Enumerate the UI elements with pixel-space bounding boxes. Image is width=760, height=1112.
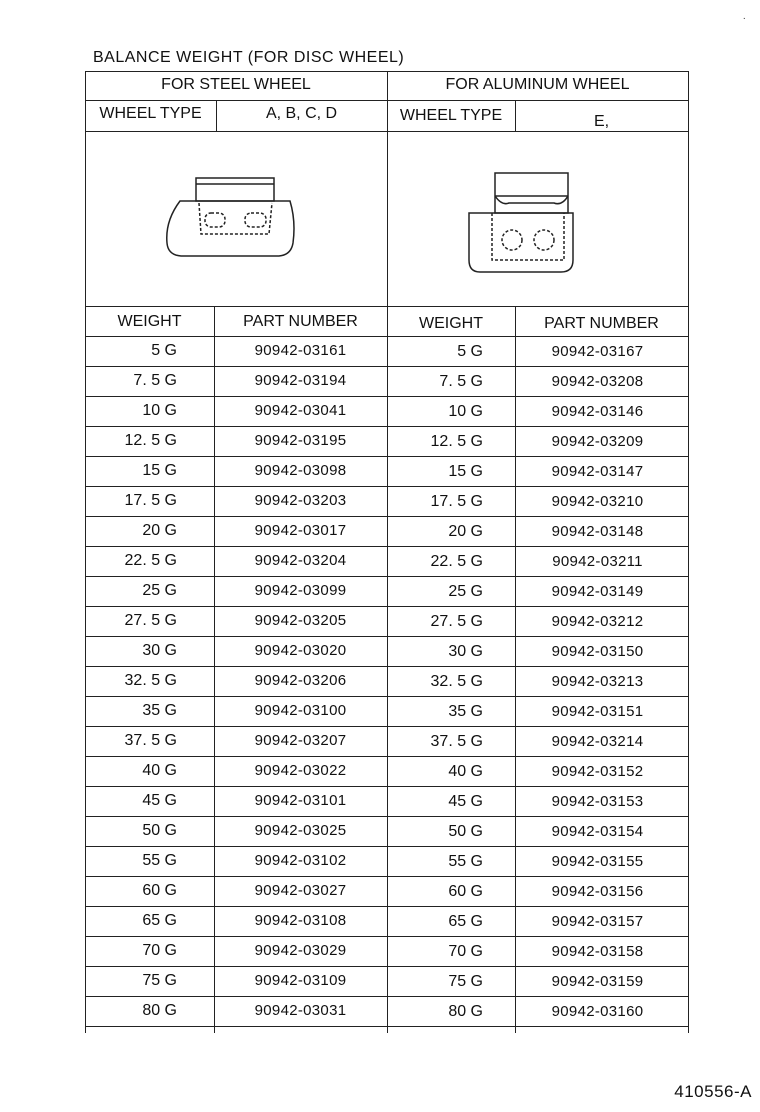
row-divider (85, 1026, 688, 1027)
alum-weight-cell: 17. 5 G (430, 493, 483, 510)
page-title: BALANCE WEIGHT (FOR DISC WHEEL) (93, 49, 405, 66)
steel-part-number-cell: 90942-03207 (254, 732, 347, 749)
alum-part-number-cell: 90942-03214 (551, 733, 644, 750)
alum-part-number-cell: 90942-03157 (551, 913, 644, 930)
alum-wheel-type-value: E, (593, 113, 610, 130)
steel-part-number-cell: 90942-03205 (254, 612, 347, 629)
steel-weight-cell: 7. 5 G (133, 372, 177, 389)
alum-part-number-cell: 90942-03154 (551, 823, 644, 840)
alum-part-number-cell: 90942-03158 (551, 943, 644, 960)
steel-part-number-cell: 90942-03204 (254, 552, 347, 569)
row-divider (85, 606, 688, 607)
steel-part-number-cell: 90942-03017 (254, 522, 347, 539)
steel-part-number-cell: 90942-03022 (254, 762, 347, 779)
steel-part-number-cell: 90942-03194 (254, 372, 347, 389)
steel-weight-cell: 35 G (142, 702, 177, 719)
alum-part-number-cell: 90942-03167 (551, 343, 644, 360)
row-divider (85, 456, 688, 457)
row-divider (85, 366, 688, 367)
alum-part-number-cell: 90942-03208 (551, 373, 644, 390)
alum-weight-cell: 22. 5 G (430, 553, 483, 570)
alum-part-number-cell: 90942-03212 (551, 613, 644, 630)
steel-weight-cell: 50 G (142, 822, 177, 839)
steel-weight-cell: 17. 5 G (124, 492, 177, 509)
alum-part-number-cell: 90942-03150 (551, 643, 644, 660)
steel-weight-cell: 45 G (142, 792, 177, 809)
steel-part-number-cell: 90942-03029 (254, 942, 347, 959)
row-divider (85, 396, 688, 397)
steel-weight-cell: 20 G (142, 522, 177, 539)
steel-part-number-cell: 90942-03100 (254, 702, 347, 719)
alum-part-number-cell: 90942-03209 (551, 433, 644, 450)
alum-weight-cell: 15 G (448, 463, 483, 480)
alum-part-number-cell: 90942-03210 (551, 493, 644, 510)
steel-part-number-cell: 90942-03195 (254, 432, 347, 449)
steel-part-number-cell: 90942-03101 (254, 792, 347, 809)
alum-wheel-type-label: WHEEL TYPE (399, 107, 503, 124)
row-divider (85, 966, 688, 967)
row-divider (85, 756, 688, 757)
steel-part-number-cell: 90942-03108 (254, 912, 347, 929)
row-divider (85, 636, 688, 637)
steel-wheel-type-label: WHEEL TYPE (99, 105, 202, 122)
alum-weight-cell: 5 G (457, 343, 483, 360)
steel-header: FOR STEEL WHEEL (161, 76, 311, 93)
alum-part-number-cell: 90942-03146 (551, 403, 644, 420)
alum-weight-cell: 50 G (448, 823, 483, 840)
alum-weight-cell: 20 G (448, 523, 483, 540)
steel-part-number-cell: 90942-03206 (254, 672, 347, 689)
alum-weight-cell: 45 G (448, 793, 483, 810)
steel-weight-cell: 15 G (142, 462, 177, 479)
alum-weight-cell: 35 G (448, 703, 483, 720)
steel-weight-cell: 75 G (142, 972, 177, 989)
alum-weight-cell: 30 G (448, 643, 483, 660)
steel-weight-cell: 27. 5 G (124, 612, 177, 629)
steel-weight-cell: 37. 5 G (124, 732, 177, 749)
alum-part-number-cell: 90942-03160 (551, 1003, 644, 1020)
steel-part-number-cell: 90942-03203 (254, 492, 347, 509)
alum-part-number-cell: 90942-03147 (551, 463, 644, 480)
alum-weight-cell: 37. 5 G (430, 733, 483, 750)
row-divider (85, 426, 688, 427)
steel-weight-cell: 70 G (142, 942, 177, 959)
alum-col-part: PART NUMBER (544, 315, 659, 332)
alum-weight-cell: 7. 5 G (439, 373, 483, 390)
balance-weight-table (85, 71, 688, 1033)
steel-col-weight: WEIGHT (117, 313, 182, 330)
alum-part-number-cell: 90942-03155 (551, 853, 644, 870)
alum-part-number-cell: 90942-03156 (551, 883, 644, 900)
row-divider (85, 786, 688, 787)
row-divider (85, 996, 688, 997)
alum-part-number-cell: 90942-03148 (551, 523, 644, 540)
alum-weight-cell: 80 G (448, 1003, 483, 1020)
steel-weight-cell: 60 G (142, 882, 177, 899)
alum-weight-cell: 55 G (448, 853, 483, 870)
row-divider (85, 576, 688, 577)
aluminum-header: FOR ALUMINUM WHEEL (445, 76, 630, 93)
steel-weight-cell: 55 G (142, 852, 177, 869)
steel-part-number-cell: 90942-03027 (254, 882, 347, 899)
steel-part-number-cell: 90942-03102 (254, 852, 347, 869)
row-divider (85, 876, 688, 877)
alum-clip-outline (495, 173, 568, 213)
steel-weight-diagram (163, 171, 297, 266)
row-divider (85, 516, 688, 517)
steel-col-part: PART NUMBER (243, 313, 358, 330)
steel-weight-cell: 10 G (142, 402, 177, 419)
steel-part-number-cell: 90942-03031 (254, 1002, 347, 1019)
steel-part-number-cell: 90942-03099 (254, 582, 347, 599)
alum-part-number-cell: 90942-03213 (551, 673, 644, 690)
row-divider (85, 906, 688, 907)
alum-part-number-cell: 90942-03152 (551, 763, 644, 780)
row-divider (85, 846, 688, 847)
alum-part-number-cell: 90942-03151 (551, 703, 644, 720)
alum-weight-cell: 65 G (448, 913, 483, 930)
scan-mark: · (742, 13, 746, 24)
alum-weight-cell: 75 G (448, 973, 483, 990)
steel-weight-cell: 40 G (142, 762, 177, 779)
steel-weight-body (167, 201, 294, 256)
row-divider (85, 666, 688, 667)
table-border-right (688, 71, 689, 1033)
row-divider (85, 726, 688, 727)
alum-weight-cell: 40 G (448, 763, 483, 780)
row-divider (85, 816, 688, 817)
steel-part-number-cell: 90942-03161 (254, 342, 347, 359)
steel-weight-cell: 80 G (142, 1002, 177, 1019)
steel-part-number-cell: 90942-03025 (254, 822, 347, 839)
row-divider (85, 696, 688, 697)
steel-wheel-type-value: A, B, C, D (265, 105, 338, 122)
alum-part-number-cell: 90942-03159 (551, 973, 644, 990)
steel-weight-cell: 12. 5 G (124, 432, 177, 449)
alum-weight-cell: 32. 5 G (430, 673, 483, 690)
alum-weight-diagram (466, 172, 576, 276)
row-divider (85, 486, 688, 487)
steel-weight-cell: 30 G (142, 642, 177, 659)
alum-weight-cell: 60 G (448, 883, 483, 900)
alum-col-weight: WEIGHT (419, 315, 483, 332)
steel-part-number-cell: 90942-03041 (254, 402, 347, 419)
steel-weight-cell: 22. 5 G (124, 552, 177, 569)
steel-weight-cell: 32. 5 G (124, 672, 177, 689)
alum-part-number-cell: 90942-03149 (551, 583, 644, 600)
steel-weight-cell: 5 G (151, 342, 177, 359)
steel-clip-outline (196, 178, 274, 201)
alum-weight-cell: 10 G (448, 403, 483, 420)
steel-weight-cell: 65 G (142, 912, 177, 929)
alum-weight-cell: 12. 5 G (430, 433, 483, 450)
alum-part-number-cell: 90942-03153 (551, 793, 644, 810)
steel-part-number-cell: 90942-03098 (254, 462, 347, 479)
alum-weight-cell: 27. 5 G (430, 613, 483, 630)
row-divider (85, 936, 688, 937)
row-divider (85, 546, 688, 547)
steel-weight-cell: 25 G (142, 582, 177, 599)
steel-part-number-cell: 90942-03020 (254, 642, 347, 659)
alum-part-number-cell: 90942-03211 (552, 553, 643, 570)
figure-code: 410556-A (674, 1082, 752, 1101)
steel-part-number-cell: 90942-03109 (254, 972, 347, 989)
alum-weight-cell: 25 G (448, 583, 483, 600)
alum-weight-cell: 70 G (448, 943, 483, 960)
